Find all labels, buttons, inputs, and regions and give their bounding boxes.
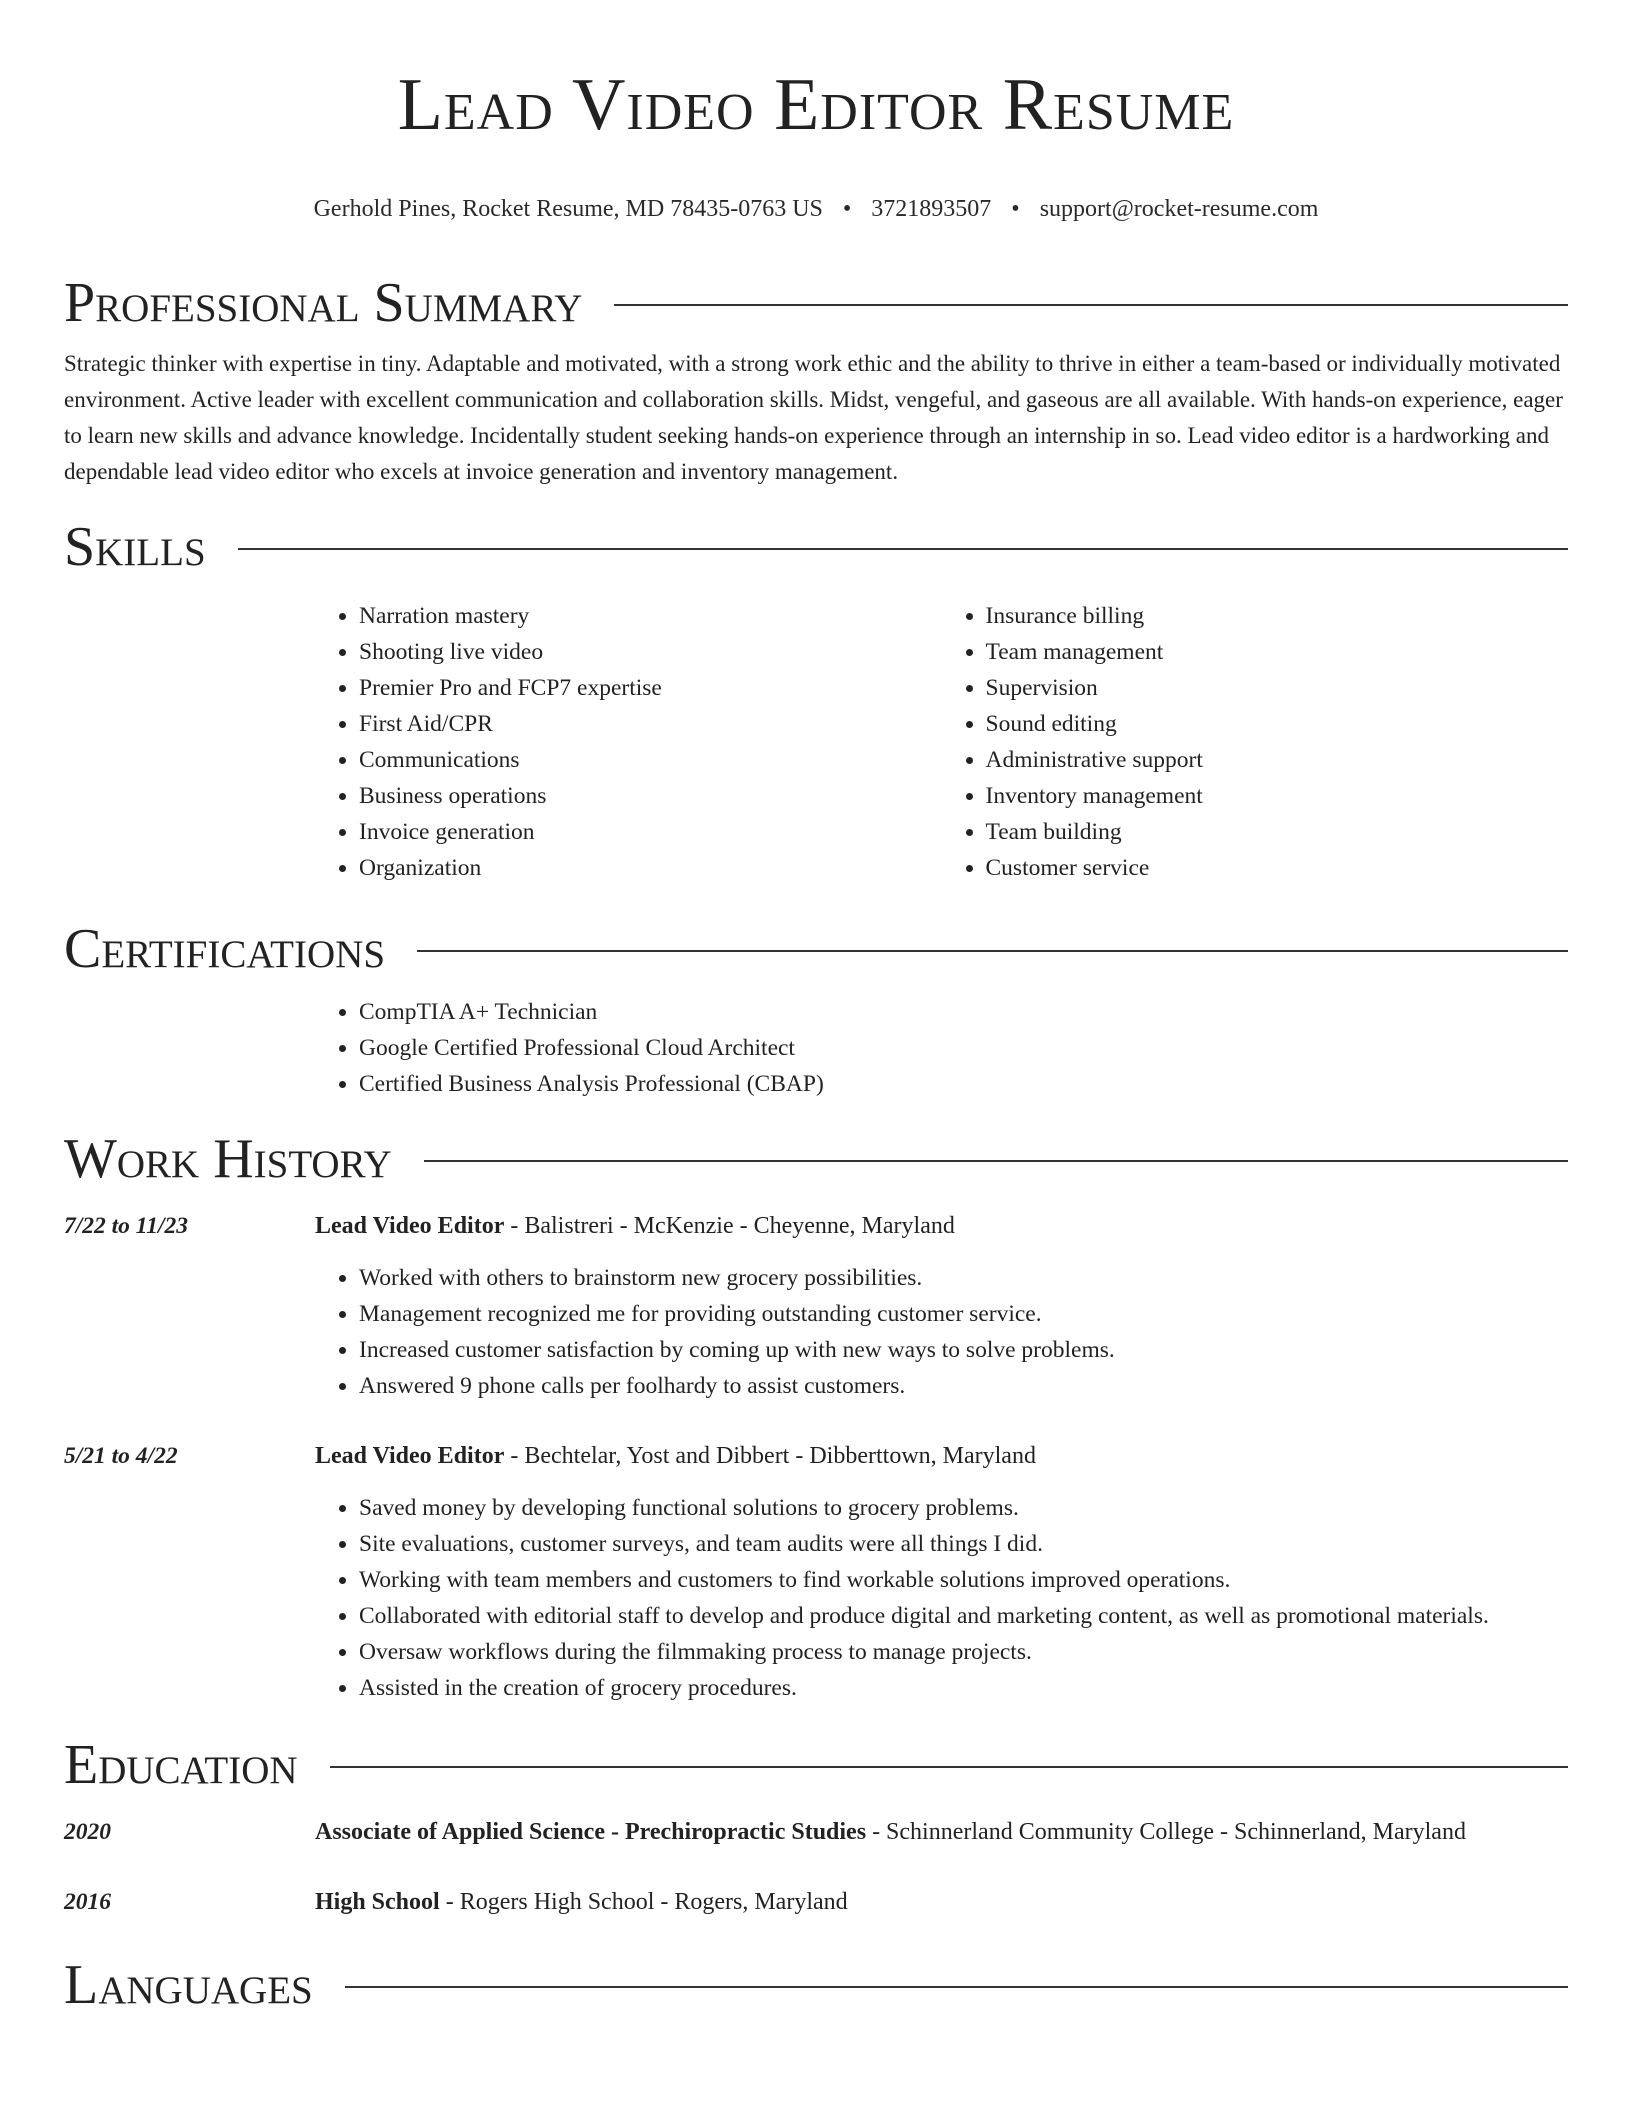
section-title-languages: Languages: [64, 1954, 313, 2016]
certification-item: • CompTIA A+ Technician: [359, 994, 1568, 1030]
skill-item: • Team building: [986, 814, 1569, 850]
education-school-location: - Rogers High School - Rogers, Maryland: [439, 1889, 848, 1915]
contact-email: support@rocket-resume.com: [1039, 196, 1319, 222]
job-bullet: • Assisted in the creation of grocery procedures.: [359, 1670, 1568, 1706]
summary-paragraph: Strategic thinker with expertise in tiny. Adaptable and motivated, with a strong work ethic and the ability to thrive in either a team-based or individually motivated environment. Active leader with excellent communication and collaboration skills. Midst, vengeful, and gaseous are all available. With hands-on experience, eager to learn new skills and advance knowledge. Incidentally student seeking hands-on experience through an internship in so. Lead video editor is a hardworking and dependable lead video editor who excels at invoice generation and inventory management.: [64, 351, 1563, 484]
resume-page: [64, 0, 1568, 2020]
section-title-certifications: Certifications: [64, 918, 386, 980]
section-work-header: [64, 1124, 1568, 1194]
education-body: [315, 1812, 1568, 1852]
education-heading: [315, 1812, 1568, 1852]
section-summary-header: [64, 268, 1568, 338]
resume-title: Lead Video Editor Resume: [397, 64, 1235, 146]
education-year: 2020: [64, 1819, 111, 1845]
education-entry: [64, 1882, 1568, 1922]
section-languages-header: [64, 1950, 1568, 2020]
certifications-block: [315, 994, 1568, 1102]
skill-item: • Administrative support: [986, 742, 1569, 778]
contact-address: Gerhold Pines, Rocket Resume, MD 78435-0763 US: [313, 196, 823, 222]
job-employer-location: - Balistreri - McKenzie - Cheyenne, Maryland: [504, 1213, 955, 1239]
skills-grid: [315, 598, 1568, 886]
job-heading: [315, 1206, 1568, 1246]
skills-list-left: [315, 598, 942, 886]
skill-item: • Shooting live video: [359, 634, 942, 670]
skill-item: • Insurance billing: [986, 598, 1569, 634]
skill-item: • Customer service: [986, 850, 1569, 886]
job-body: [315, 1436, 1568, 1706]
job-dates: 5/21 to 4/22: [64, 1443, 178, 1469]
education-degree: High School: [315, 1889, 440, 1915]
education-degree: Associate of Applied Science - Prechiropractic Studies: [315, 1819, 867, 1845]
skill-item: • Supervision: [986, 670, 1569, 706]
section-certifications-header: [64, 914, 1568, 984]
education-entry: [64, 1812, 1568, 1852]
skills-list-right: [942, 598, 1569, 886]
section-divider: [417, 950, 1568, 952]
job-entry: [64, 1206, 1568, 1404]
skill-item: • Invoice generation: [359, 814, 942, 850]
job-bullet: • Site evaluations, customer surveys, and team audits were all things I did.: [359, 1526, 1568, 1562]
section-education-header: [64, 1730, 1568, 1800]
contact-phone: 3721893507: [871, 196, 992, 222]
section-title-work: Work History: [64, 1128, 392, 1190]
bullet-separator: •: [1011, 196, 1020, 222]
job-body: [315, 1206, 1568, 1404]
education-school-location: - Schinnerland Community College - Schinnerland, Maryland: [866, 1819, 1466, 1845]
section-divider: [614, 304, 1568, 306]
skill-item: • Communications: [359, 742, 942, 778]
education-body: [315, 1882, 1568, 1922]
education-heading: [315, 1882, 1568, 1922]
section-divider: [345, 1986, 1568, 1988]
section-divider: [424, 1160, 1568, 1162]
job-role: Lead Video Editor: [315, 1213, 505, 1239]
job-entry: [64, 1436, 1568, 1706]
job-heading: [315, 1436, 1568, 1476]
job-employer-location: - Bechtelar, Yost and Dibbert - Dibberttown, Maryland: [504, 1443, 1036, 1469]
bullet-separator: •: [842, 196, 852, 222]
section-divider: [238, 548, 1568, 550]
section-divider: [330, 1766, 1568, 1768]
section-title-skills: Skills: [64, 516, 206, 578]
job-bullet: • Working with team members and customers to find workable solutions improved operations.: [359, 1562, 1568, 1598]
skill-item: • First Aid/CPR: [359, 706, 942, 742]
contact-line: [64, 194, 1568, 224]
job-bullet: • Management recognized me for providing outstanding customer service.: [359, 1296, 1568, 1332]
skill-item: • Sound editing: [986, 706, 1569, 742]
job-bullet: • Answered 9 phone calls per foolhardy to assist customers.: [359, 1368, 1568, 1404]
job-bullets: [315, 1260, 1568, 1404]
skill-item: • Premier Pro and FCP7 expertise: [359, 670, 942, 706]
section-title-education: Education: [64, 1734, 298, 1796]
job-role: Lead Video Editor: [315, 1443, 505, 1469]
certification-item: • Google Certified Professional Cloud Architect: [359, 1030, 1568, 1066]
section-title-summary: Professional Summary: [64, 272, 583, 334]
job-bullet: • Increased customer satisfaction by coming up with new ways to solve problems.: [359, 1332, 1568, 1368]
skill-item: • Team management: [986, 634, 1569, 670]
certifications-list: [315, 994, 1568, 1102]
job-bullets: [315, 1490, 1568, 1706]
skill-item: • Narration mastery: [359, 598, 942, 634]
job-bullet: • Collaborated with editorial staff to develop and produce digital and marketing content, as well as promotional materials.: [359, 1598, 1568, 1634]
job-bullet: • Saved money by developing functional solutions to grocery problems.: [359, 1490, 1568, 1526]
skill-item: • Inventory management: [986, 778, 1569, 814]
certification-item: • Certified Business Analysis Professional (CBAP): [359, 1066, 1568, 1102]
skill-item: • Business operations: [359, 778, 942, 814]
job-dates: 7/22 to 11/23: [64, 1213, 189, 1239]
education-year: 2016: [64, 1889, 111, 1915]
section-skills-header: [64, 512, 1568, 582]
job-bullet: • Oversaw workflows during the filmmaking process to manage projects.: [359, 1634, 1568, 1670]
skill-item: • Organization: [359, 850, 942, 886]
job-bullet: • Worked with others to brainstorm new grocery possibilities.: [359, 1260, 1568, 1296]
